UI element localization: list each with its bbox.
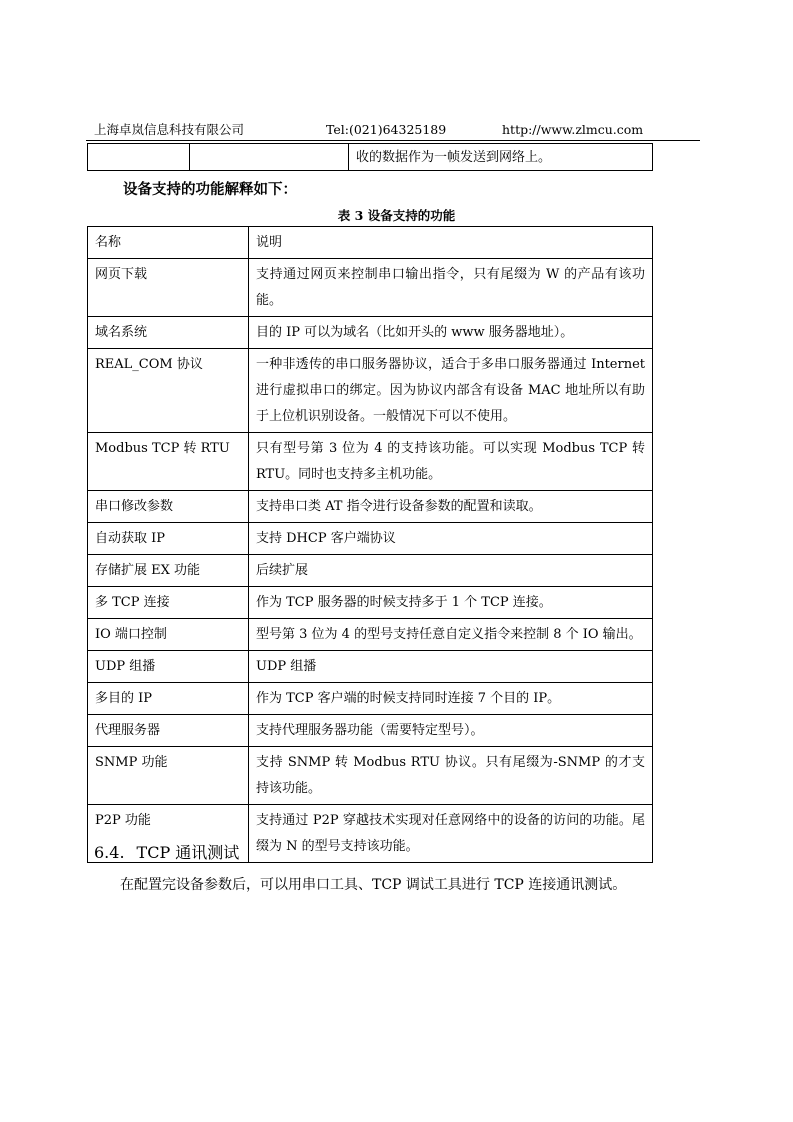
table-row (88, 555, 653, 587)
table-row (88, 317, 653, 349)
table-row (88, 349, 653, 433)
section-title: TCP 通讯测试 (136, 843, 240, 862)
function-name: P2P 功能 (88, 805, 249, 863)
table-row (88, 715, 653, 747)
function-description: 作为 TCP 客户端的时候支持同时连接 7 个目的 IP。 (249, 683, 653, 715)
table-header-row (88, 227, 653, 259)
page-header (94, 121, 700, 141)
header-cell-desc: 说明 (249, 227, 653, 259)
column-divider (348, 144, 349, 170)
function-name: UDP 组播 (88, 651, 249, 683)
function-name: 多目的 IP (88, 683, 249, 715)
function-name: 串口修改参数 (88, 491, 249, 523)
header-cell-name: 名称 (88, 227, 249, 259)
header-divider (86, 140, 700, 141)
table-row (88, 651, 653, 683)
function-name: Modbus TCP 转 RTU (88, 433, 249, 491)
function-description: 后续扩展 (249, 555, 653, 587)
table-row (88, 683, 653, 715)
function-name: 自动获取 IP (88, 523, 249, 555)
function-description: 作为 TCP 服务器的时候支持多于 1 个 TCP 连接。 (249, 587, 653, 619)
function-description: 支持通过 P2P 穿越技术实现对任意网络中的设备的访问的功能。尾缀为 N 的型号支持该功能。 (249, 805, 653, 863)
function-name: REAL_COM 协议 (88, 349, 249, 433)
section-number: 6.4. (94, 843, 125, 862)
table-row (88, 747, 653, 805)
function-description: 目的 IP 可以为域名（比如开头的 www 服务器地址）。 (249, 317, 653, 349)
function-name: 网页下载 (88, 259, 249, 317)
function-name: SNMP 功能 (88, 747, 249, 805)
table-row (88, 587, 653, 619)
function-name: 代理服务器 (88, 715, 249, 747)
table-row (88, 259, 653, 317)
function-intro-heading: 设备支持的功能解释如下： (123, 181, 297, 198)
function-name: 域名系统 (88, 317, 249, 349)
column-divider (189, 144, 190, 170)
function-name: 存储扩展 EX 功能 (88, 555, 249, 587)
continued-table-row (87, 143, 653, 171)
function-description: 支持通过网页来控制串口输出指令，只有尾缀为 W 的产品有该功能。 (249, 259, 653, 317)
website-url: http://www.zlmcu.com (502, 122, 644, 137)
continued-row-text: 收的数据作为一帧发送到网络上。 (356, 150, 552, 165)
function-description: 支持 SNMP 转 Modbus RTU 协议。只有尾缀为-SNMP 的才支持该功能。 (249, 747, 653, 805)
table-row (88, 433, 653, 491)
function-description: 支持 DHCP 客户端协议 (249, 523, 653, 555)
company-name: 上海卓岚信息科技有限公司 (94, 122, 245, 137)
table-row (88, 491, 653, 523)
function-name: IO 端口控制 (88, 619, 249, 651)
function-description: 只有型号第 3 位为 4 的支持该功能。可以实现 Modbus TCP 转 RTU。同时也支持多主机功能。 (249, 433, 653, 491)
function-table (87, 226, 653, 863)
function-description: 支持代理服务器功能（需要特定型号）。 (249, 715, 653, 747)
function-description: 支持串口类 AT 指令进行设备参数的配置和读取。 (249, 491, 653, 523)
table-row (88, 619, 653, 651)
body-paragraph: 在配置完设备参数后，可以用串口工具、TCP 调试工具进行 TCP 连接通讯测试。 (120, 877, 627, 893)
function-description: UDP 组播 (249, 651, 653, 683)
function-description: 一种非透传的串口服务器协议，适合于多串口服务器通过 Internet 进行虚拟串口的绑定。因为协议内部含有设备 MAC 地址所以有助于上位机识别设备。一般情况下可以不使用。 (249, 349, 653, 433)
telephone: Tel:(021)64325189 (326, 122, 447, 137)
function-description: 型号第 3 位为 4 的型号支持任意自定义指令来控制 8 个 IO 输出。 (249, 619, 653, 651)
table-caption: 表 3 设备支持的功能 (337, 208, 456, 223)
function-name: 多 TCP 连接 (88, 587, 249, 619)
table-row (88, 523, 653, 555)
section-heading (94, 840, 239, 863)
